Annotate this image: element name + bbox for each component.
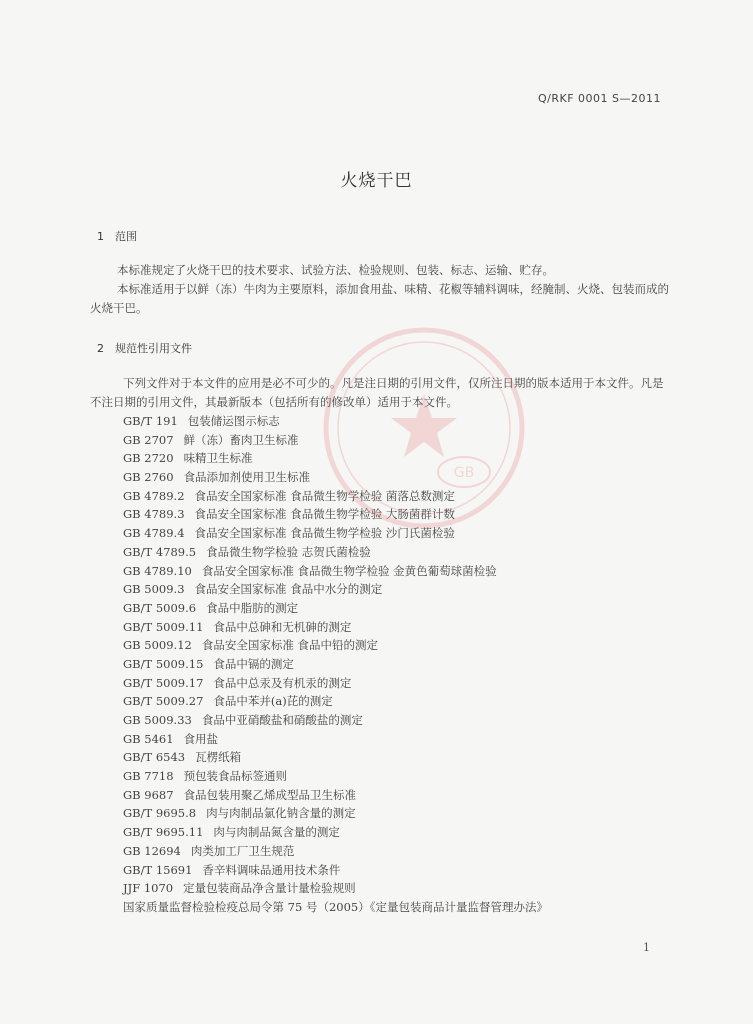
reference-code: GB 5461 — [123, 731, 174, 746]
reference-code: GB/T 15691 — [123, 862, 193, 877]
reference-code: GB/T 5009.11 — [123, 619, 204, 634]
reference-code: GB 2707 — [123, 432, 174, 447]
reference-item — [123, 580, 548, 599]
reference-code: JJF 1070 — [123, 881, 174, 896]
reference-item — [123, 748, 548, 767]
reference-item — [123, 655, 548, 674]
reference-title: 食品中亚硝酸盐和硝酸盐的测定 — [201, 713, 363, 727]
reference-title: 鲜（冻）畜肉卫生标准 — [183, 432, 299, 447]
reference-item — [123, 898, 548, 917]
reference-title: 食品中总砷和无机砷的测定 — [213, 619, 352, 634]
reference-title: 食品中脂肪的测定 — [206, 600, 299, 615]
reference-title: 食品中镉的测定 — [213, 656, 294, 671]
seal-text: GB — [453, 465, 475, 481]
reference-title: 食品包装用聚乙烯成型品卫生标准 — [183, 787, 357, 802]
reference-title: 瓦楞纸箱 — [195, 750, 242, 765]
reference-title: 包装储运图示标志 — [187, 414, 280, 428]
reference-code: GB 5009.3 — [123, 582, 185, 597]
reference-code: GB 12694 — [123, 843, 181, 858]
reference-item — [123, 692, 548, 711]
reference-code: GB 4789.10 — [123, 563, 192, 578]
section-title: 范围 — [115, 230, 137, 243]
reference-item — [123, 786, 548, 805]
reference-title: 食品添加剂使用卫生标准 — [183, 470, 311, 485]
section-title: 规范性引用文件 — [115, 342, 192, 355]
reference-code: GB/T 5009.17 — [123, 675, 204, 690]
reference-title: 香辛料调味品通用技术条件 — [202, 862, 341, 877]
reference-code: GB 2720 — [123, 451, 174, 466]
reference-title: 食品微生物学检验 志贺氏菌检验 — [206, 544, 371, 559]
reference-code: GB 2760 — [123, 470, 174, 485]
reference-title: 定量包装商品净含量计量检验规则 — [183, 881, 356, 896]
section-number: 2 — [97, 342, 104, 355]
reference-title: 食品中苯并(a)芘的测定 — [213, 694, 333, 709]
reference-title: 食品中总汞及有机汞的测定 — [213, 675, 352, 690]
reference-code: GB/T 5009.27 — [123, 694, 204, 709]
reference-code: GB 4789.2 — [123, 488, 185, 503]
reference-code: GB 4789.4 — [123, 526, 185, 541]
reference-code: GB/T 6543 — [123, 750, 186, 765]
reference-title: 国家质量监督检验检疫总局令第 75 号（2005）《定量包装商品计量监督管理办法》 — [123, 899, 548, 914]
reference-code: GB/T 4789.5 — [123, 544, 197, 559]
section-1-heading — [97, 228, 137, 244]
reference-code: GB/T 9695.11 — [123, 825, 204, 840]
reference-code: GB 7718 — [123, 769, 174, 784]
reference-code: GB 5009.33 — [123, 713, 192, 727]
reference-code: GB/T 191 — [123, 414, 178, 428]
reference-item — [123, 599, 548, 618]
reference-title: 食用盐 — [183, 731, 219, 746]
reference-item — [123, 562, 548, 581]
seal-stamp-icon — [318, 322, 530, 534]
reference-code: GB/T 5009.6 — [123, 600, 197, 615]
reference-item — [123, 543, 548, 562]
reference-title: 肉与肉制品氮含量的测定 — [213, 825, 340, 840]
reference-code: GB/T 5009.15 — [123, 656, 204, 671]
reference-item — [123, 711, 548, 730]
reference-title: 食品安全国家标准 食品微生物学检验 大肠菌群计数 — [194, 507, 455, 522]
reference-code: GB 9687 — [123, 787, 174, 802]
section-number: 1 — [97, 230, 104, 243]
reference-title: 肉类加工厂卫生规范 — [190, 843, 295, 858]
reference-item — [123, 823, 548, 842]
reference-item — [123, 804, 548, 823]
section-2-heading — [97, 340, 192, 356]
reference-item — [123, 879, 548, 898]
reference-code: GB/T 9695.8 — [123, 806, 197, 821]
reference-title: 食品安全国家标准 食品微生物学检验 菌落总数测定 — [194, 488, 455, 503]
reference-code: GB 5009.12 — [123, 638, 192, 653]
scope-paragraph-2: 本标准适用于以鲜（冻）牛肉为主要原料，添加食用盐、味精、花椒等辅料调味，经腌制、火烧、包装而成的火烧干巴。 — [90, 282, 669, 315]
reference-title: 预包装食品标签通则 — [183, 769, 288, 784]
reference-item — [123, 618, 548, 637]
reference-item — [123, 842, 548, 861]
reference-title: 食品安全国家标准 食品微生物学检验 沙门氏菌检验 — [194, 526, 455, 541]
normative-references-intro: 下列文件对于本文件的应用是必不可少的。凡是注日期的引用文件，仅所注日期的版本适用于本文件。凡是不注日期的引用文件，其最新版本（包括所有的修改单）适用于本文件。 — [90, 376, 664, 409]
page-number: 1 — [643, 941, 650, 954]
reference-title: 食品安全国家标准 食品中水分的测定 — [194, 582, 383, 597]
reference-title: 肉与肉制品氯化钠含量的测定 — [206, 806, 356, 821]
reference-title: 食品安全国家标准 食品中铅的测定 — [201, 638, 379, 653]
reference-title: 味精卫生标准 — [183, 451, 253, 466]
reference-code: GB 4789.3 — [123, 507, 185, 522]
scope-paragraph-1: 本标准规定了火烧干巴的技术要求、试验方法、检验规则、包装、标志、运输、贮存。 — [117, 263, 554, 277]
reference-item — [123, 730, 548, 749]
reference-title: 食品安全国家标准 食品微生物学检验 金黄色葡萄球菌检验 — [201, 563, 497, 578]
reference-item — [123, 861, 548, 880]
reference-item — [123, 767, 548, 786]
reference-item — [123, 674, 548, 693]
reference-item — [123, 636, 548, 655]
standard-code: Q/RKF 0001 S—2011 — [537, 92, 661, 105]
document-title: 火烧干巴 — [340, 171, 413, 191]
